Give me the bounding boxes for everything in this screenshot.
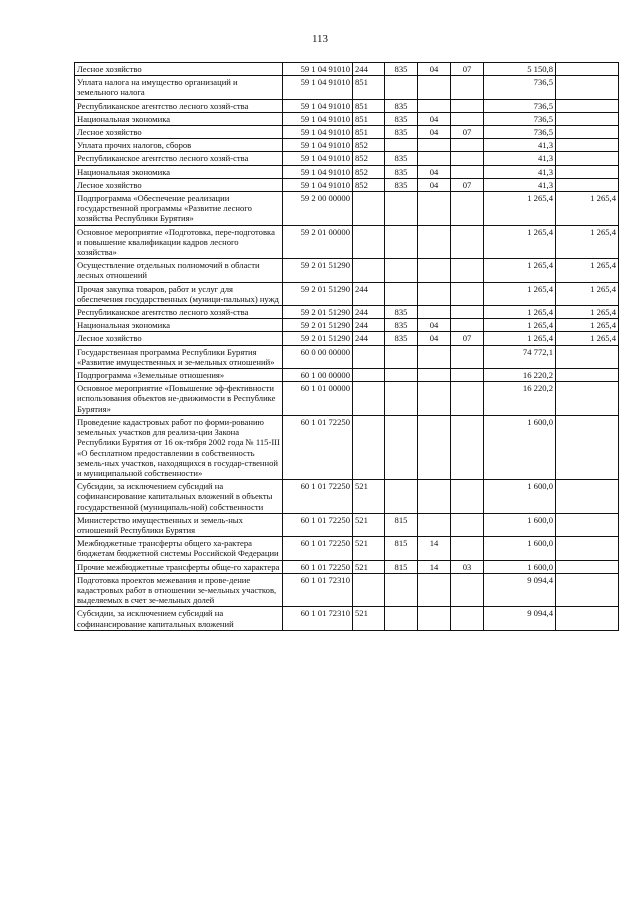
target-article-cell: 59 1 04 91010	[283, 152, 353, 165]
row-name-cell: Подпрограмма «Земельные отношения»	[75, 369, 283, 382]
table-row	[75, 112, 619, 125]
table-row	[75, 415, 619, 479]
expense-type-cell: 851	[353, 112, 385, 125]
expense-type-cell	[353, 369, 385, 382]
federal-amount-cell: 1 265,4	[556, 225, 619, 259]
main-manager-cell	[385, 480, 418, 514]
amount-cell: 16 220,2	[484, 382, 556, 416]
section-cell	[418, 480, 451, 514]
federal-amount-cell	[556, 165, 619, 178]
expense-type-cell	[353, 192, 385, 226]
table-row	[75, 513, 619, 536]
expense-type-cell: 851	[353, 126, 385, 139]
subsection-cell: 07	[451, 126, 484, 139]
amount-cell: 1 600,0	[484, 415, 556, 479]
amount-cell: 9 094,4	[484, 607, 556, 630]
row-name-cell: Республиканское агентство лесного хозяй-ства	[75, 306, 283, 319]
expense-type-cell: 852	[353, 152, 385, 165]
target-article-cell: 59 1 04 91010	[283, 126, 353, 139]
amount-cell: 41,3	[484, 165, 556, 178]
section-cell	[418, 369, 451, 382]
target-article-cell: 60 1 01 72250	[283, 560, 353, 573]
main-manager-cell	[385, 192, 418, 226]
main-manager-cell	[385, 139, 418, 152]
section-cell	[418, 192, 451, 226]
amount-cell: 1 265,4	[484, 282, 556, 305]
subsection-cell	[451, 382, 484, 416]
federal-amount-cell: 1 265,4	[556, 332, 619, 345]
main-manager-cell	[385, 607, 418, 630]
subsection-cell	[451, 573, 484, 607]
target-article-cell: 60 1 01 72310	[283, 573, 353, 607]
subsection-cell	[451, 139, 484, 152]
target-article-cell: 59 2 01 51290	[283, 306, 353, 319]
federal-amount-cell	[556, 99, 619, 112]
table-row	[75, 76, 619, 99]
section-cell	[418, 607, 451, 630]
row-name-cell: Основное мероприятие «Подготовка, пере-подготовка и повышение квалификации кадров лесного хозяйства»	[75, 225, 283, 259]
table-row	[75, 369, 619, 382]
expense-type-cell: 851	[353, 99, 385, 112]
federal-amount-cell	[556, 152, 619, 165]
amount-cell: 1 265,4	[484, 319, 556, 332]
budget-table-body	[75, 63, 619, 631]
federal-amount-cell	[556, 345, 619, 368]
table-row	[75, 332, 619, 345]
main-manager-cell: 815	[385, 560, 418, 573]
subsection-cell	[451, 76, 484, 99]
main-manager-cell: 835	[385, 112, 418, 125]
row-name-cell: Республиканское агентство лесного хозяй-ства	[75, 99, 283, 112]
row-name-cell: Прочие межбюджетные трансферты обще-го характера	[75, 560, 283, 573]
federal-amount-cell	[556, 537, 619, 560]
section-cell: 04	[418, 332, 451, 345]
target-article-cell: 59 1 04 91010	[283, 63, 353, 76]
row-name-cell: Подготовка проектов межевания и прове-дение кадастровых работ в отношении зе-мельных участков, выделяемых в счет зе-мельных долей	[75, 573, 283, 607]
row-name-cell: Межбюджетные трансферты общего ха-рактера бюджетам бюджетной системы Российской Федерации	[75, 537, 283, 560]
table-row	[75, 560, 619, 573]
amount-cell: 1 265,4	[484, 192, 556, 226]
federal-amount-cell	[556, 607, 619, 630]
section-cell	[418, 513, 451, 536]
table-row	[75, 152, 619, 165]
section-cell	[418, 382, 451, 416]
table-row	[75, 192, 619, 226]
federal-amount-cell	[556, 480, 619, 514]
amount-cell: 736,5	[484, 126, 556, 139]
subsection-cell	[451, 537, 484, 560]
row-name-cell: Министерство имущественных и земель-ных отношений Республики Бурятия	[75, 513, 283, 536]
amount-cell: 5 150,8	[484, 63, 556, 76]
table-row	[75, 306, 619, 319]
section-cell	[418, 99, 451, 112]
subsection-cell	[451, 319, 484, 332]
target-article-cell: 59 2 01 51290	[283, 319, 353, 332]
subsection-cell	[451, 192, 484, 226]
subsection-cell	[451, 345, 484, 368]
row-name-cell: Лесное хозяйство	[75, 332, 283, 345]
main-manager-cell: 835	[385, 319, 418, 332]
federal-amount-cell	[556, 126, 619, 139]
section-cell	[418, 259, 451, 282]
expense-type-cell: 244	[353, 282, 385, 305]
subsection-cell: 07	[451, 178, 484, 191]
target-article-cell: 59 2 01 51290	[283, 259, 353, 282]
federal-amount-cell	[556, 178, 619, 191]
table-row	[75, 99, 619, 112]
table-row	[75, 63, 619, 76]
section-cell	[418, 573, 451, 607]
row-name-cell: Субсидии, за исключением субсидий на софинансирование капитальных вложений в объекты государственной (муниципаль-ной) собственности	[75, 480, 283, 514]
target-article-cell: 60 1 01 00000	[283, 382, 353, 416]
row-name-cell: Лесное хозяйство	[75, 178, 283, 191]
amount-cell: 1 265,4	[484, 225, 556, 259]
target-article-cell: 59 2 01 51290	[283, 332, 353, 345]
subsection-cell	[451, 282, 484, 305]
row-name-cell: Республиканское агентство лесного хозяй-ства	[75, 152, 283, 165]
main-manager-cell: 835	[385, 152, 418, 165]
expense-type-cell: 852	[353, 178, 385, 191]
expense-type-cell: 244	[353, 63, 385, 76]
amount-cell: 1 600,0	[484, 480, 556, 514]
amount-cell: 1 265,4	[484, 259, 556, 282]
main-manager-cell	[385, 282, 418, 305]
expense-type-cell: 244	[353, 319, 385, 332]
row-name-cell: Национальная экономика	[75, 165, 283, 178]
subsection-cell	[451, 165, 484, 178]
row-name-cell: Лесное хозяйство	[75, 126, 283, 139]
federal-amount-cell: 1 265,4	[556, 319, 619, 332]
subsection-cell	[451, 259, 484, 282]
section-cell: 04	[418, 63, 451, 76]
target-article-cell: 59 2 00 00000	[283, 192, 353, 226]
expense-type-cell: 521	[353, 480, 385, 514]
table-row	[75, 319, 619, 332]
target-article-cell: 59 1 04 91010	[283, 139, 353, 152]
subsection-cell	[451, 480, 484, 514]
table-row	[75, 139, 619, 152]
row-name-cell: Государственная программа Республики Бурятия «Развитие имущественных и зе-мельных отношений»	[75, 345, 283, 368]
section-cell	[418, 345, 451, 368]
target-article-cell: 59 2 01 51290	[283, 282, 353, 305]
main-manager-cell	[385, 345, 418, 368]
expense-type-cell	[353, 382, 385, 416]
subsection-cell	[451, 415, 484, 479]
federal-amount-cell	[556, 382, 619, 416]
target-article-cell: 59 1 04 91010	[283, 165, 353, 178]
target-article-cell: 60 1 01 72250	[283, 513, 353, 536]
table-row	[75, 480, 619, 514]
target-article-cell: 60 1 00 00000	[283, 369, 353, 382]
main-manager-cell: 815	[385, 537, 418, 560]
federal-amount-cell: 1 265,4	[556, 259, 619, 282]
row-name-cell: Лесное хозяйство	[75, 63, 283, 76]
subsection-cell	[451, 112, 484, 125]
main-manager-cell	[385, 382, 418, 416]
target-article-cell: 60 1 01 72250	[283, 480, 353, 514]
amount-cell: 74 772,1	[484, 345, 556, 368]
federal-amount-cell	[556, 560, 619, 573]
expense-type-cell: 521	[353, 537, 385, 560]
main-manager-cell: 835	[385, 306, 418, 319]
amount-cell: 736,5	[484, 112, 556, 125]
amount-cell: 16 220,2	[484, 369, 556, 382]
federal-amount-cell	[556, 139, 619, 152]
amount-cell: 1 600,0	[484, 513, 556, 536]
expense-type-cell: 244	[353, 306, 385, 319]
target-article-cell: 59 1 04 91010	[283, 178, 353, 191]
subsection-cell	[451, 513, 484, 536]
federal-amount-cell: 1 265,4	[556, 282, 619, 305]
subsection-cell	[451, 369, 484, 382]
section-cell: 14	[418, 537, 451, 560]
main-manager-cell	[385, 259, 418, 282]
section-cell: 04	[418, 112, 451, 125]
main-manager-cell	[385, 369, 418, 382]
subsection-cell: 07	[451, 63, 484, 76]
row-name-cell: Национальная экономика	[75, 112, 283, 125]
section-cell: 04	[418, 126, 451, 139]
table-row	[75, 345, 619, 368]
row-name-cell: Национальная экономика	[75, 319, 283, 332]
table-row	[75, 178, 619, 191]
amount-cell: 736,5	[484, 99, 556, 112]
table-row	[75, 537, 619, 560]
row-name-cell: Проведение кадастровых работ по форми-рованию земельных участков для реализа-ции Закона Республики Бурятия от 16 ок-тября 2002 года № 115-III «О бесплатном предоставлении в собственность земель-ных участков, находящихся в государ-ственной и муниципальной собственности»	[75, 415, 283, 479]
amount-cell: 736,5	[484, 76, 556, 99]
expense-type-cell	[353, 225, 385, 259]
section-cell	[418, 152, 451, 165]
expense-type-cell	[353, 573, 385, 607]
amount-cell: 41,3	[484, 152, 556, 165]
section-cell	[418, 225, 451, 259]
federal-amount-cell	[556, 369, 619, 382]
amount-cell: 1 600,0	[484, 560, 556, 573]
table-row	[75, 382, 619, 416]
target-article-cell: 59 1 04 91010	[283, 112, 353, 125]
amount-cell: 41,3	[484, 178, 556, 191]
row-name-cell: Уплата налога на имущество организаций и земельного налога	[75, 76, 283, 99]
subsection-cell	[451, 225, 484, 259]
section-cell: 04	[418, 178, 451, 191]
subsection-cell	[451, 99, 484, 112]
section-cell: 04	[418, 165, 451, 178]
expense-type-cell: 851	[353, 76, 385, 99]
main-manager-cell: 835	[385, 165, 418, 178]
target-article-cell: 60 0 00 00000	[283, 345, 353, 368]
subsection-cell: 07	[451, 332, 484, 345]
main-manager-cell: 835	[385, 99, 418, 112]
amount-cell: 1 265,4	[484, 332, 556, 345]
main-manager-cell: 815	[385, 513, 418, 536]
section-cell	[418, 76, 451, 99]
row-name-cell: Осуществление отдельных полномочий в области лесных отношений	[75, 259, 283, 282]
main-manager-cell	[385, 573, 418, 607]
federal-amount-cell	[556, 513, 619, 536]
main-manager-cell: 835	[385, 178, 418, 191]
row-name-cell: Прочая закупка товаров, работ и услуг для обеспечения государственных (муници-пальных) нужд	[75, 282, 283, 305]
target-article-cell: 60 1 01 72310	[283, 607, 353, 630]
expense-type-cell	[353, 345, 385, 368]
table-row	[75, 573, 619, 607]
row-name-cell: Основное мероприятие «Повышение эф-фективности использования объектов не-движимости в Республике Бурятия»	[75, 382, 283, 416]
row-name-cell: Уплата прочих налогов, сборов	[75, 139, 283, 152]
section-cell	[418, 282, 451, 305]
main-manager-cell	[385, 76, 418, 99]
target-article-cell: 59 1 04 91010	[283, 99, 353, 112]
main-manager-cell	[385, 415, 418, 479]
main-manager-cell: 835	[385, 126, 418, 139]
table-row	[75, 225, 619, 259]
amount-cell: 9 094,4	[484, 573, 556, 607]
subsection-cell	[451, 152, 484, 165]
section-cell: 14	[418, 560, 451, 573]
amount-cell: 1 600,0	[484, 537, 556, 560]
row-name-cell: Субсидии, за исключением субсидий на софинансирование капитальных вложений	[75, 607, 283, 630]
subsection-cell	[451, 607, 484, 630]
row-name-cell: Подпрограмма «Обеспечение реализации государственной программы «Развитие лесного хозяйства Республики Бурятия»	[75, 192, 283, 226]
budget-table	[74, 62, 619, 631]
expense-type-cell: 852	[353, 165, 385, 178]
federal-amount-cell	[556, 573, 619, 607]
federal-amount-cell: 1 265,4	[556, 192, 619, 226]
federal-amount-cell	[556, 63, 619, 76]
expense-type-cell: 521	[353, 513, 385, 536]
expense-type-cell: 521	[353, 560, 385, 573]
expense-type-cell: 521	[353, 607, 385, 630]
expense-type-cell	[353, 415, 385, 479]
target-article-cell: 59 1 04 91010	[283, 76, 353, 99]
expense-type-cell: 244	[353, 332, 385, 345]
section-cell	[418, 306, 451, 319]
table-row	[75, 607, 619, 630]
subsection-cell: 03	[451, 560, 484, 573]
main-manager-cell: 835	[385, 63, 418, 76]
expense-type-cell	[353, 259, 385, 282]
table-row	[75, 282, 619, 305]
page-number: 113	[311, 33, 329, 45]
section-cell	[418, 139, 451, 152]
federal-amount-cell	[556, 112, 619, 125]
subsection-cell	[451, 306, 484, 319]
expense-type-cell: 852	[353, 139, 385, 152]
main-manager-cell: 835	[385, 332, 418, 345]
main-manager-cell	[385, 225, 418, 259]
table-row	[75, 259, 619, 282]
section-cell	[418, 415, 451, 479]
amount-cell: 41,3	[484, 139, 556, 152]
target-article-cell: 60 1 01 72250	[283, 537, 353, 560]
amount-cell: 1 265,4	[484, 306, 556, 319]
federal-amount-cell: 1 265,4	[556, 306, 619, 319]
table-row	[75, 126, 619, 139]
target-article-cell: 59 2 01 00000	[283, 225, 353, 259]
target-article-cell: 60 1 01 72250	[283, 415, 353, 479]
federal-amount-cell	[556, 415, 619, 479]
federal-amount-cell	[556, 76, 619, 99]
section-cell: 04	[418, 319, 451, 332]
table-row	[75, 165, 619, 178]
